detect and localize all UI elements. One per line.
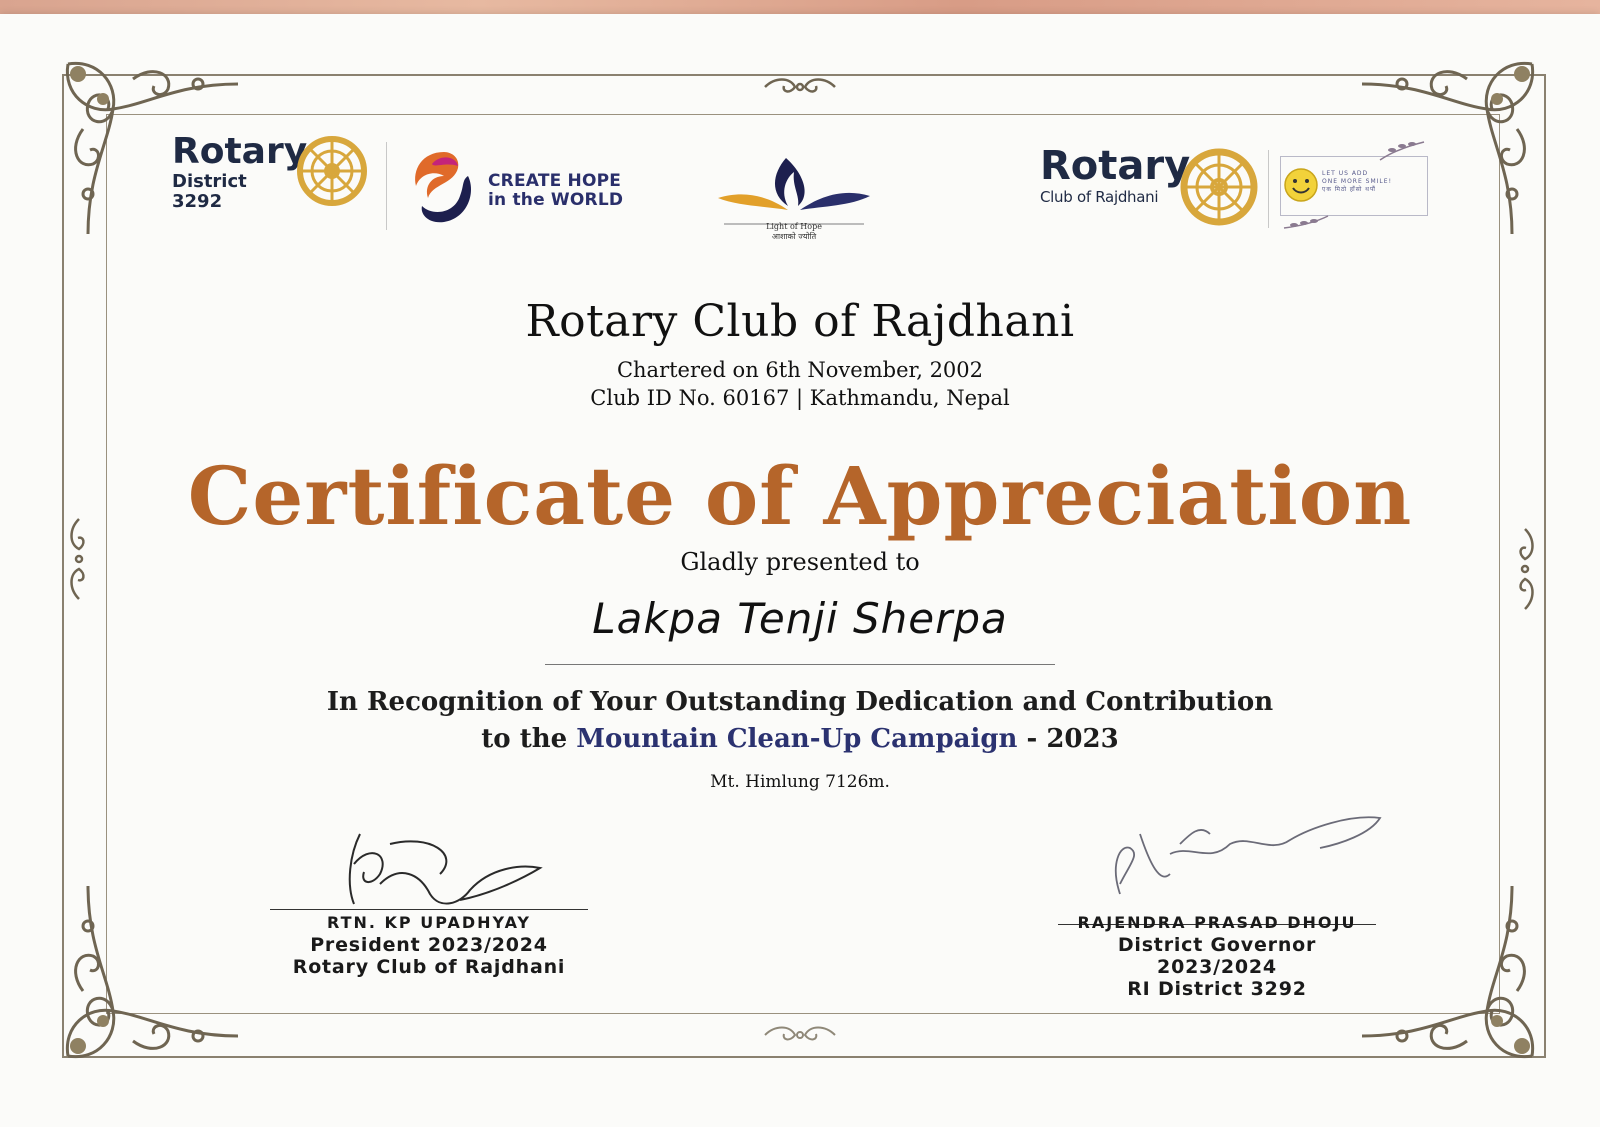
smile-line3: एक मिठो हाँसो थपौं xyxy=(1322,186,1376,193)
rotary-wordmark: Rotary xyxy=(172,131,308,172)
recognition-line-2 xyxy=(0,724,1600,754)
signatory-left xyxy=(270,913,588,978)
corner-ornament-icon xyxy=(58,876,248,1066)
leaf-sprig-icon xyxy=(1378,138,1426,162)
presented-to-label: Gladly presented to xyxy=(680,548,920,576)
flourish-icon xyxy=(760,1020,840,1050)
signatory-right-org: RI District 3292 xyxy=(1127,978,1307,1000)
create-hope-text xyxy=(488,172,623,210)
rotary-district-logo xyxy=(172,131,308,212)
logo-divider xyxy=(386,142,387,230)
recognition-prefix: to the xyxy=(481,724,577,754)
signatory-left-org: Rotary Club of Rajdhani xyxy=(292,956,566,978)
recipient-underline xyxy=(545,664,1055,665)
smile-campaign-logo xyxy=(1278,138,1428,234)
certificate-title: Certificate of Appreciation xyxy=(187,449,1413,543)
campaign-name: Mountain Clean-Up Campaign xyxy=(576,724,1018,754)
rotary-wheel-icon xyxy=(295,134,369,208)
light-of-hope-line2: आशाको ज्योति xyxy=(771,232,817,241)
campaign-location: Mt. Himlung 7126m. xyxy=(710,772,890,792)
light-of-hope-line1: Light of Hope xyxy=(766,222,822,231)
certificate-sheet xyxy=(0,14,1600,1127)
smile-logo-text xyxy=(1322,170,1426,194)
rotary-club-logo xyxy=(1040,143,1191,206)
signatory-right-role: District Governor 2023/2024 xyxy=(1117,934,1317,978)
rotary-wordmark: Rotary xyxy=(1040,143,1191,189)
club-id-location: Club ID No. 60167 | Kathmandu, Nepal xyxy=(590,386,1010,410)
recipient-name: Lakpa Tenji Sherpa xyxy=(592,594,1008,643)
smiley-face-icon xyxy=(1282,166,1320,204)
signatory-left-name: RTN. KP UPADHYAY xyxy=(326,913,532,932)
light-of-hope-caption xyxy=(714,222,874,242)
leaf-sprig-icon xyxy=(1282,212,1330,232)
signature-right xyxy=(1100,804,1400,914)
signatory-left-role: President 2023/2024 xyxy=(310,934,548,956)
signatory-right-name: RAJENDRA PRASAD DHOJU xyxy=(1077,913,1357,932)
signature-line-left xyxy=(270,909,588,910)
signatory-right xyxy=(1058,913,1376,1000)
create-hope-logo-icon xyxy=(410,148,478,226)
rotary-wheel-icon xyxy=(1178,146,1260,228)
create-hope-line2: in the WORLD xyxy=(488,190,624,210)
recognition-line-1: In Recognition of Your Outstanding Dedication and Contribution xyxy=(326,687,1274,717)
smile-line2: ONE MORE SMILE! xyxy=(1322,178,1392,185)
club-name-heading: Rotary Club of Rajdhani xyxy=(525,296,1075,347)
recognition-suffix: - 2023 xyxy=(1017,724,1119,754)
logo-divider xyxy=(1268,150,1269,228)
district-label: District 3292 xyxy=(172,171,247,212)
club-label: Club of Rajdhani xyxy=(1040,188,1159,206)
chartered-date: Chartered on 6th November, 2002 xyxy=(616,358,984,382)
create-hope-line1: CREATE HOPE xyxy=(488,171,622,191)
smile-line1: LET US ADD xyxy=(1322,170,1369,177)
flourish-icon xyxy=(760,72,840,102)
